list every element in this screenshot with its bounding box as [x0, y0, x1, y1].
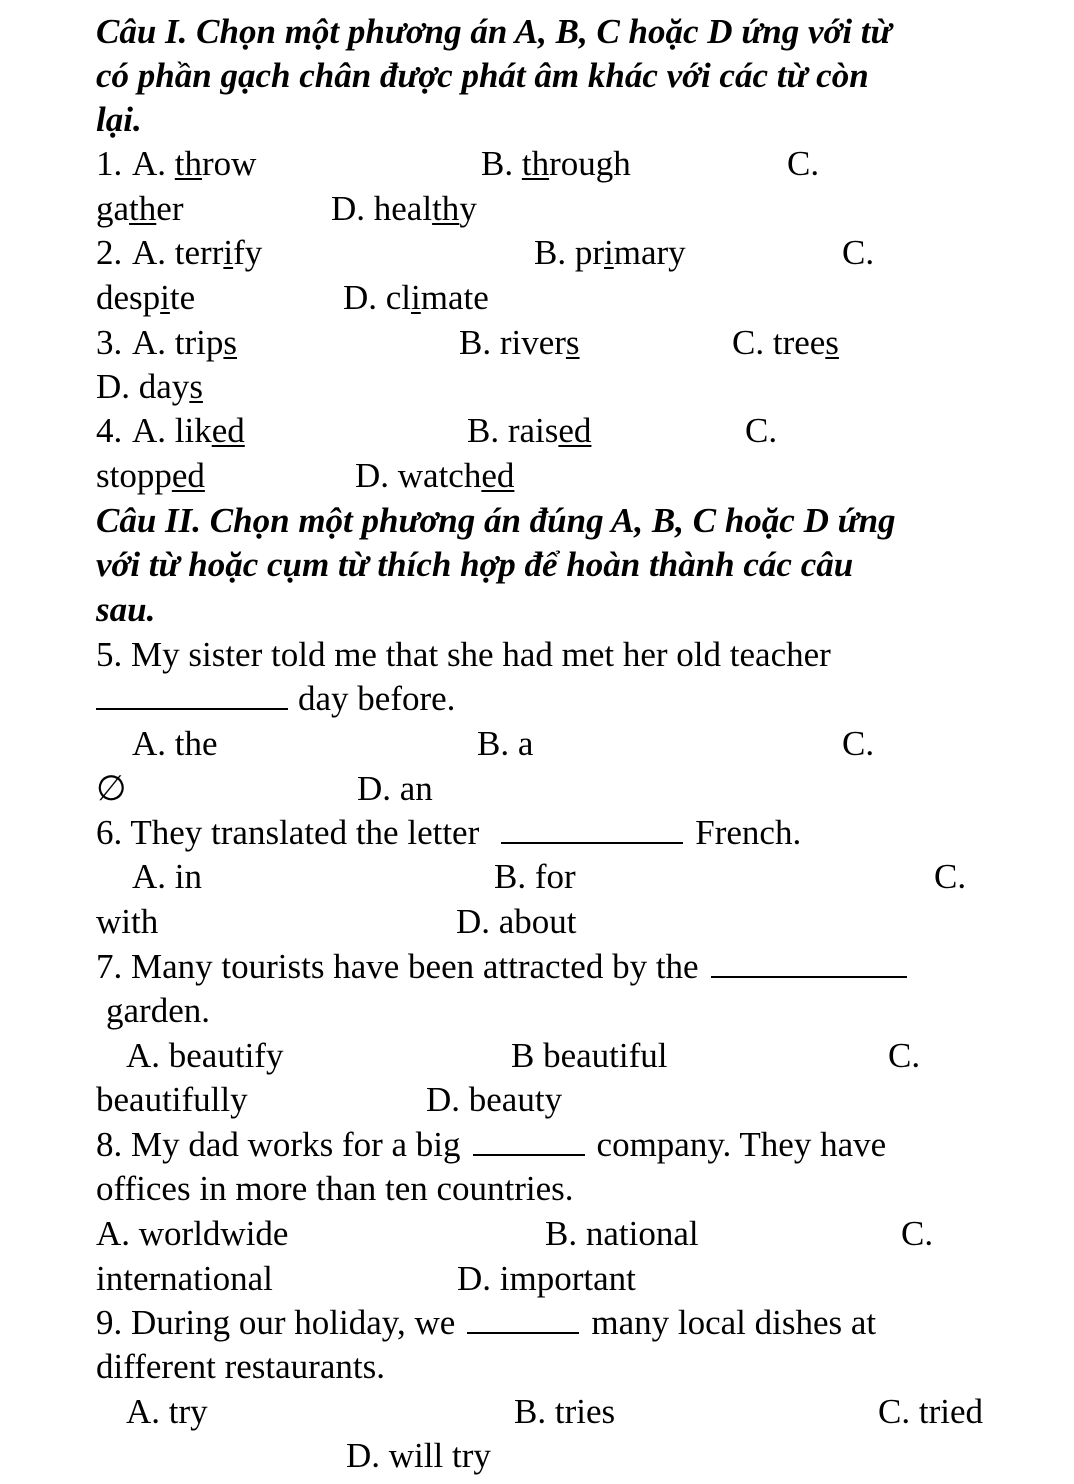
q7-stem-line1: 7. Many tourists have been attracted by the	[96, 949, 907, 984]
q2-option-c-value: despite	[96, 278, 196, 317]
q2-number: 2.	[96, 233, 123, 272]
q1-option-a: A. throw	[132, 144, 257, 183]
section1-heading-line3: lại.	[96, 100, 142, 139]
q7-option-c-value: beautifully	[96, 1080, 248, 1119]
q5-option-a: A. the	[132, 724, 218, 763]
q9-answer-blank	[467, 1331, 579, 1334]
q8-option-b: B. national	[545, 1214, 699, 1253]
q7-option-c-label: C.	[888, 1036, 921, 1075]
q2-option-c-label: C.	[842, 233, 875, 272]
q5-answer-blank	[96, 707, 288, 710]
q8-option-c-value: international	[96, 1259, 273, 1298]
q8-stem-line1: 8. My dad works for a big company. They have	[96, 1125, 887, 1164]
q6-stem: 6. They translated the letter French.	[96, 813, 802, 852]
q5-stem-line2: day before.	[96, 681, 455, 716]
section2-heading-line1: Câu II. Chọn một phương án đúng A, B, C hoặc D ứng	[96, 501, 896, 540]
q2-option-b: B. primary	[534, 233, 686, 272]
q8-option-c-label: C.	[901, 1214, 934, 1253]
q5-option-c-label: C.	[842, 724, 875, 763]
q4-option-d: D. watched	[355, 456, 515, 495]
q9-option-b: B. tries	[514, 1392, 616, 1431]
q7-answer-blank	[711, 975, 907, 978]
q4-option-c-label: C.	[745, 411, 778, 450]
q1-option-d: D. healthy	[331, 189, 477, 228]
q6-option-c-value: with	[96, 902, 159, 941]
q6-answer-blank	[501, 841, 683, 844]
q1-number: 1.	[96, 144, 123, 183]
q3-option-a: A. trips	[132, 323, 238, 362]
q8-option-a: A. worldwide	[96, 1214, 289, 1253]
q3-option-b: B. rivers	[459, 323, 580, 362]
q6-option-c-label: C.	[934, 857, 967, 896]
q5-stem-line1: 5. My sister told me that she had met her old teacher	[96, 635, 831, 674]
q9-option-d: D. will try	[346, 1436, 491, 1475]
q2-option-d: D. climate	[343, 278, 489, 317]
q5-option-b: B. a	[477, 724, 534, 763]
q3-option-d: D. days	[96, 367, 203, 406]
q1-option-b: B. through	[481, 144, 631, 183]
q5-option-d: D. an	[357, 769, 433, 808]
section2-heading-line2: với từ hoặc cụm từ thích hợp để hoàn thành các câu	[96, 545, 854, 584]
q4-option-b: B. raised	[467, 411, 592, 450]
section1-heading-line1: Câu I. Chọn một phương án A, B, C hoặc D ứng với từ	[96, 12, 892, 51]
q3-number: 3.	[96, 323, 123, 362]
q9-option-a: A. try	[126, 1392, 208, 1431]
q6-option-d: D. about	[456, 902, 577, 941]
q7-stem-line2: garden.	[106, 991, 210, 1030]
q9-stem-line1: 9. During our holiday, we many local dishes at	[96, 1303, 877, 1342]
q6-option-b: B. for	[494, 857, 576, 896]
q7-option-d: D. beauty	[426, 1080, 563, 1119]
q7-option-a: A. beautify	[126, 1036, 284, 1075]
section2-heading-line3: sau.	[96, 590, 156, 629]
q8-answer-blank	[473, 1153, 585, 1156]
q8-stem-line2: offices in more than ten countries.	[96, 1169, 574, 1208]
section1-heading-line2: có phần gạch chân được phát âm khác với các từ còn	[96, 56, 869, 95]
q9-option-c: C. tried	[878, 1392, 983, 1431]
q1-option-c-label: C.	[787, 144, 820, 183]
q6-option-a: A. in	[132, 857, 202, 896]
q8-option-d: D. important	[457, 1259, 636, 1298]
q9-stem-line2: different restaurants.	[96, 1347, 385, 1386]
q4-option-c-value: stopped	[96, 456, 205, 495]
q5-option-c-value: ∅	[96, 769, 127, 808]
q7-option-b: B beautiful	[511, 1036, 668, 1075]
q3-option-c: C. trees	[732, 323, 839, 362]
q2-option-a: A. terrify	[132, 233, 263, 272]
q4-number: 4.	[96, 411, 123, 450]
q1-option-c-value: gather	[96, 189, 184, 228]
q4-option-a: A. liked	[132, 411, 245, 450]
